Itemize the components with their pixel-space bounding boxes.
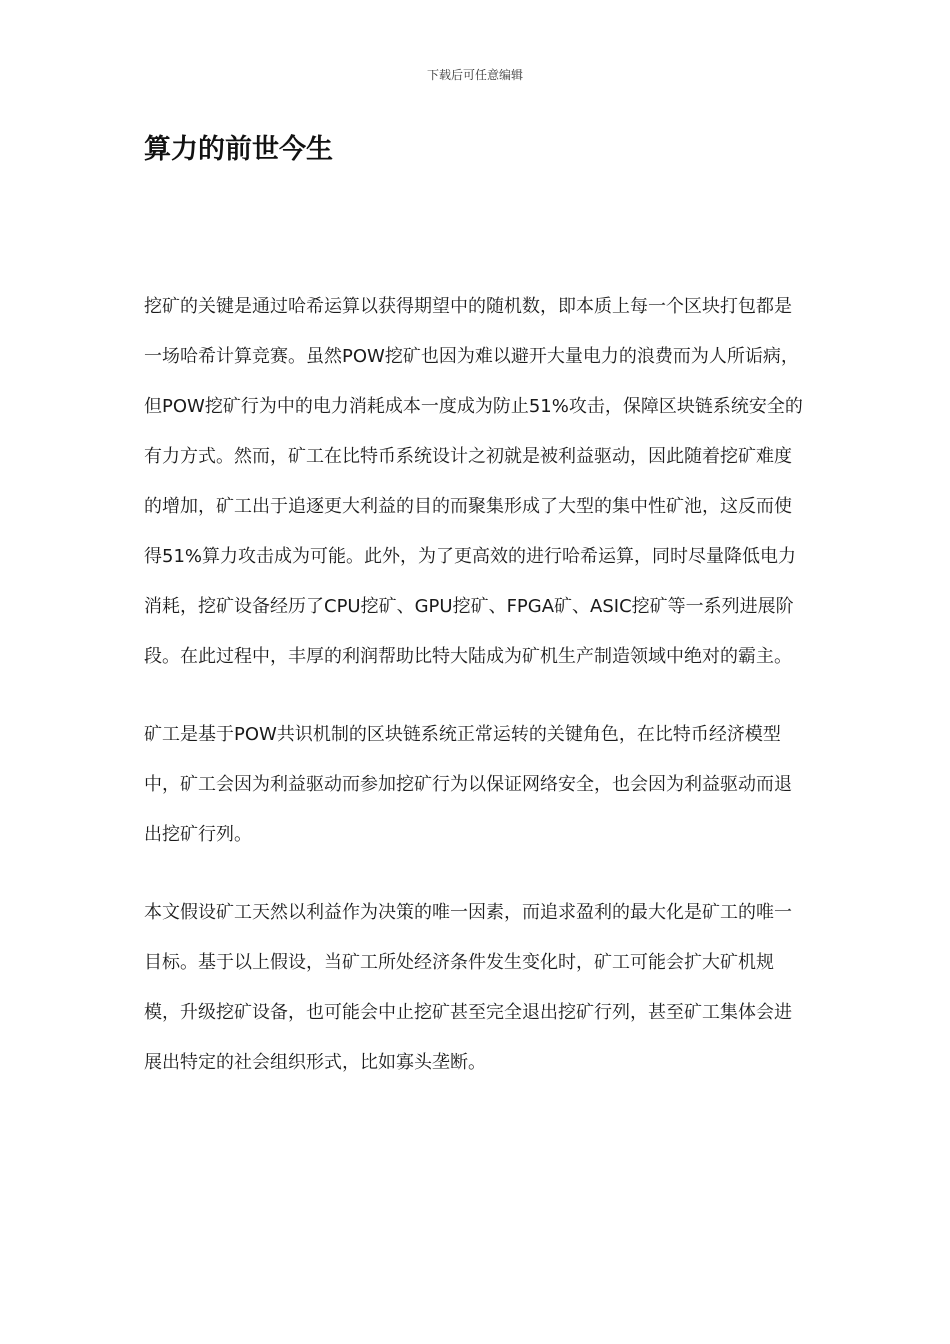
- document-body: [144, 282, 806, 1116]
- document-title: 算力的前世今生: [144, 134, 333, 165]
- paragraph-1: 挖矿的关键是通过哈希运算以获得期望中的随机数，即本质上每一个区块打包都是一场哈希计算竞赛。虽然POW挖矿也因为难以避开大量电力的浪费而为人所诟病，但POW挖矿行为中的电力消耗成本一度成为防止51%攻击，保障区块链系统安全的有力方式。然而，矿工在比特币系统设计之初就是被利益驱动，因此随着挖矿难度的增加，矿工出于追逐更大利益的目的而聚集形成了大型的集中性矿池，这反而使得51%算力攻击成为可能。此外，为了更高效的进行哈希运算，同时尽量降低电力消耗，挖矿设备经历了CPU挖矿、GPU挖矿、FPGA矿、ASIC挖矿等一系列进展阶段。在此过程中，丰厚的利润帮助比特大陆成为矿机生产制造领域中绝对的霸主。: [144, 296, 803, 667]
- paragraph-2: 矿工是基于POW共识机制的区块链系统正常运转的关键角色，在比特币经济模型中，矿工会因为利益驱动而参加挖矿行为以保证网络安全，也会因为利益驱动而退出挖矿行列。: [144, 724, 792, 845]
- page-header-note: 下载后可任意编辑: [426, 68, 523, 82]
- paragraph-3: 本文假设矿工天然以利益作为决策的唯一因素，而追求盈利的最大化是矿工的唯一目标。基于以上假设，当矿工所处经济条件发生变化时，矿工可能会扩大矿机规模，升级挖矿设备，也可能会中止挖矿甚至完全退出挖矿行列，甚至矿工集体会进展出特定的社会组织形式，比如寡头垄断。: [144, 902, 792, 1073]
